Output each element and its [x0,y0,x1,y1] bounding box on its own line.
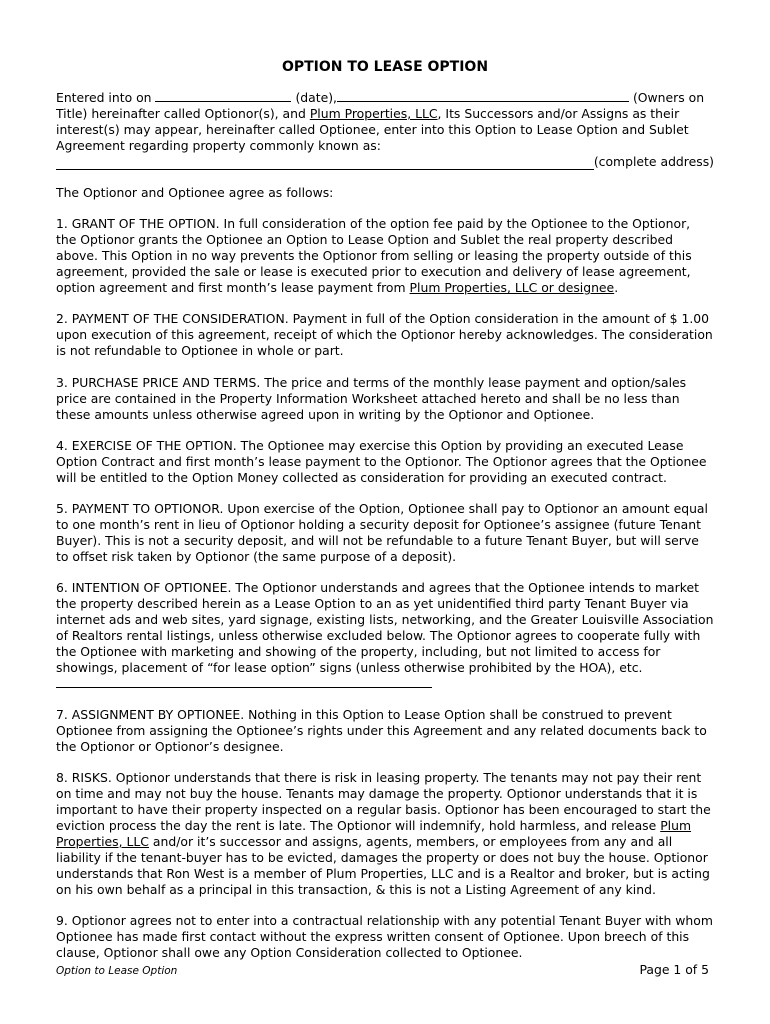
section-2: 2. PAYMENT OF THE CONSIDERATION. Payment in full of the Option consideration in the amount of $ 1.00 upon execution of this agreement, receipt of which the Optionor hereby acknowledges. The consideration is not refundable to Optionee in whole or part. [56,311,713,359]
section-6-last: (unless otherwise prohibited by the HOA), etc. [355,659,643,675]
section-9: 9. Optionor agrees not to enter into a contractual relationship with any potential Tenant Buyer with whom Optionee has made first contact without the express written consent of Optionee. Upon breech of this clause, Optionor shall owe any Option Consideration collected to Optionee. [56,913,713,960]
plum-designee-link: Plum Properties, LLC or designee [409,280,615,296]
section-7: 7. ASSIGNMENT BY OPTIONEE. Nothing in this Option to Lease Option shall be construed to prevent Optionee from assigning the Optionee’s rights under this Agreement and any related documents back to the Optionor or Optionor’s designee. [56,707,707,754]
date-blank[interactable] [155,90,291,102]
entered-into-label: Entered into on [56,90,152,105]
section-6 [56,580,714,691]
intro-paragraph [56,90,714,154]
exclusions-blank[interactable] [56,676,432,688]
document-body [56,90,714,961]
company-name: Plum Properties, LLC [309,105,438,121]
intro-continuation: , Its Successors and/or Assigns as their interest(s) may appear, hereinafter called Optionee, enter into this Option to Lease Option and Sublet Agreement regarding property commonly known as: [56,105,689,153]
section-3: 3. PURCHASE PRICE AND TERMS. The price and terms of the monthly lease payment and option/sales price are contained in the Property Information Worksheet attached hereto and shall be no less than these amounts unless otherwise agreed upon in writing by the Optionor and Optionee. [56,374,687,422]
date-label: (date), [295,90,337,105]
section-1-period: . [614,280,619,296]
section-6-text: 6. INTENTION OF OPTIONEE. The Optionor understands and agrees that the Optionee intends to market the property described herein as a Lease Option to an as yet unidentified third party Tenant Buyer via internet ads and web sites, yard signage, existing lists, networking, and the Greater Louisville Association of Realtors rental listings, unless otherwise excluded below. The Optionor agrees to cooperate fully with the Optionee with marketing and showing of the property, including, but not limited to access for showings, placement of “for lease option” signs [56,580,714,675]
section-8 [56,770,714,897]
section-5: 5. PAYMENT TO OPTIONOR. Upon exercise of the Option, Optionee shall pay to Optionor an amount equal to one month’s rent in lieu of Optionor holding a security deposit for Optionee’s assignee (future Tenant Buyer). This is not a security deposit, and will not be refundable to a future Tenant Buyer, but will serve to offset risk taken by Optionor (the same purpose of a deposit). [56,501,708,564]
footer-page-number: Page 1 of 5 [639,962,709,977]
section-1 [56,216,714,296]
owners-blank[interactable] [337,90,629,102]
agree-line: The Optionor and Optionee agree as follows: [56,185,334,201]
section-1-text: 1. GRANT OF THE OPTION. In full consideration of the option fee paid by the Optionee to the Optionor, the Optionor grants the Optionee an Option to Lease Option and Sublet the real property described above. This Option in no way prevents the Optionor from selling or leasing the property outside of this agreement, provided the sale or lease is executed prior to execution and delivery of lease agreement, option agreement and first month’s lease payment from [56,216,692,296]
document-title: OPTION TO LEASE OPTION [281,59,489,75]
section-8-continuation: and/or it’s successor and assigns, agents, members, or employees from any and all liability if the tenant-buyer has to be evicted, damages the property or does not buy the house. Optionor understands that Ron West is a member of Plum Properties, LLC and is a Realtor and broker, but is acting on his own behalf as a principal in this transaction, & this is not a Listing Agreement of any kind. [56,833,710,897]
footer-document-name: Option to Lease Option [56,965,178,977]
owners-on-title-text: (Owners on Title) hereinafter called Optionor(s), and [56,90,705,121]
complete-address-label: (complete address) [593,153,714,169]
plum-properties-link: Plum Properties, LLC [56,818,692,849]
address-line [56,154,714,170]
section-8-text: 8. RISKS. Optionor understands that there is risk in leasing property. The tenants may not pay their rent on time and may not buy the house. Tenants may damage the property. Optionor understands that it is important to have their property inspected on a regular basis. Optionor has been encouraged to start the eviction process the day the rent is late. The Optionor will indemnify, hold harmless, and release [56,770,711,834]
section-4: 4. EXERCISE OF THE OPTION. The Optionee may exercise this Option by providing an executed Lease Option Contract and first month’s lease payment to the Optionor. The Optionor agrees that the Optionee will be entitled to the Option Money collected as consideration for providing an executed contract. [56,437,707,485]
address-blank[interactable] [56,158,594,170]
